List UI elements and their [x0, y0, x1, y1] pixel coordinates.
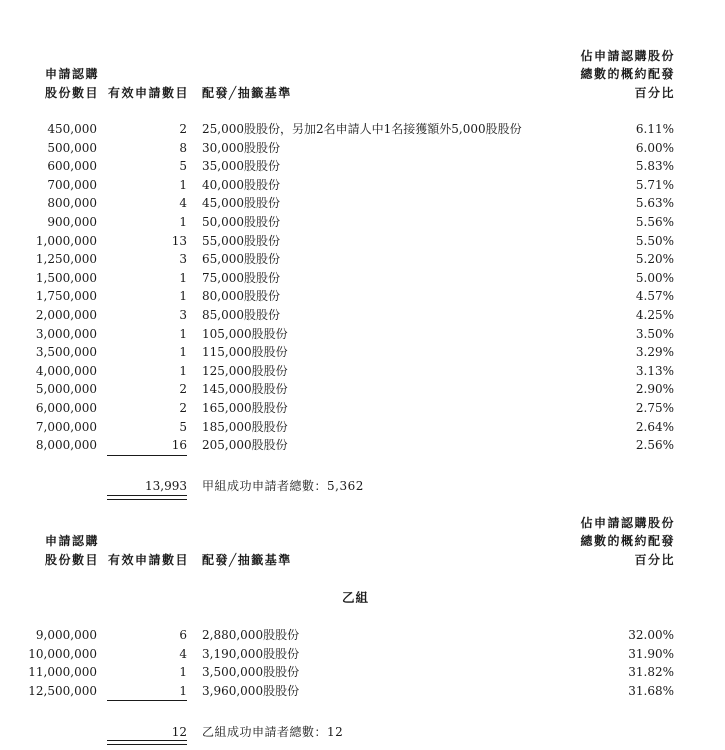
apps-cell: 2 — [179, 382, 187, 397]
shares-cell: 9,000,000 — [35, 628, 97, 642]
table-row — [0, 362, 725, 381]
apps-cell: 4 — [179, 196, 187, 211]
group-b-title: 乙組 — [342, 590, 370, 605]
group-b-subtotal-rule — [107, 700, 187, 701]
basis-cell: 85,000股股份 — [202, 307, 280, 322]
basis-cell: 30,000股股份 — [202, 140, 280, 155]
pct-cell: 5.56% — [635, 214, 674, 229]
shares-cell: 3,500,000 — [35, 345, 97, 360]
basis-cell: 65,000股股份 — [202, 252, 280, 267]
apps-cell: 1 — [179, 214, 187, 229]
apps-cell: 4 — [179, 646, 187, 661]
basis-cell: 145,000股股份 — [202, 382, 288, 397]
shares-cell: 700,000 — [47, 177, 97, 192]
basis-cell: 3,190,000股股份 — [202, 646, 300, 661]
basis-cell: 35,000股股份 — [202, 159, 280, 174]
table-row — [0, 663, 725, 682]
table-row — [0, 250, 725, 269]
basis-cell: 3,500,000股股份 — [202, 665, 300, 680]
pct-cell: 6.00% — [635, 140, 674, 155]
shares-cell: 1,750,000 — [35, 289, 97, 304]
shares-cell: 4,000,000 — [35, 363, 97, 378]
pct-cell: 3.29% — [635, 345, 674, 360]
group-a-total-apps: 13,993 — [145, 479, 187, 493]
table-row — [0, 194, 725, 213]
shares-cell: 800,000 — [47, 196, 97, 211]
apps-cell: 5 — [179, 159, 187, 174]
pct-cell: 31.82% — [628, 665, 674, 680]
apps-cell: 8 — [179, 140, 187, 155]
pct-cell: 32.00% — [628, 628, 674, 642]
header-pct-a: 佔申請認購股份 總數的概約配發 百分比 — [580, 48, 675, 100]
shares-cell: 1,250,000 — [35, 252, 97, 267]
shares-cell: 1,000,000 — [35, 233, 97, 248]
basis-cell: 80,000股股份 — [202, 289, 280, 304]
group-a-total-double-rule — [107, 495, 187, 500]
basis-cell: 2,880,000股股份 — [202, 628, 300, 642]
shares-cell: 600,000 — [47, 159, 97, 174]
shares-cell: 6,000,000 — [35, 400, 97, 415]
pct-cell: 2.90% — [635, 382, 674, 397]
group-a-total-text: 甲組成功申請者總數：5,362 — [202, 479, 364, 493]
group-a-table — [0, 120, 725, 455]
basis-cell: 50,000股股份 — [202, 214, 280, 229]
shares-cell: 12,500,000 — [28, 683, 97, 698]
table-row — [0, 306, 725, 325]
table-row — [0, 399, 725, 418]
shares-cell: 2,000,000 — [35, 307, 97, 322]
shares-cell: 1,500,000 — [35, 270, 97, 285]
pct-cell: 5.00% — [635, 270, 674, 285]
table-row — [0, 232, 725, 251]
basis-cell: 185,000股股份 — [202, 419, 288, 434]
header-pct-b: 佔申請認購股份 總數的概約配發 百分比 — [580, 515, 675, 567]
shares-cell: 8,000,000 — [35, 438, 97, 453]
table-row — [0, 645, 725, 664]
basis-cell: 75,000股股份 — [202, 270, 280, 285]
shares-cell: 11,000,000 — [28, 665, 97, 680]
table-row — [0, 343, 725, 362]
pct-cell: 5.83% — [635, 159, 674, 174]
header-basis-a: 配發╱抽籤基準 — [202, 85, 292, 100]
table-row — [0, 287, 725, 306]
apps-cell: 1 — [179, 177, 187, 192]
basis-cell: 3,960,000股股份 — [202, 683, 300, 698]
pct-cell: 3.13% — [635, 363, 674, 378]
pct-cell: 3.50% — [635, 326, 674, 341]
pct-cell: 4.57% — [635, 289, 674, 304]
table-row — [0, 176, 725, 195]
pct-cell: 2.64% — [635, 419, 674, 434]
basis-cell: 55,000股股份 — [202, 233, 280, 248]
shares-cell: 3,000,000 — [35, 326, 97, 341]
apps-cell: 2 — [179, 122, 187, 136]
apps-cell: 1 — [179, 326, 187, 341]
apps-cell: 3 — [179, 307, 187, 322]
apps-cell: 2 — [179, 400, 187, 415]
group-b-total-apps: 12 — [171, 725, 187, 739]
basis-cell: 45,000股股份 — [202, 196, 280, 211]
basis-cell: 105,000股股份 — [202, 326, 288, 341]
pct-cell: 5.71% — [635, 177, 674, 192]
basis-cell: 125,000股股份 — [202, 363, 288, 378]
header-apps-b: 有效申請數目 — [108, 552, 190, 567]
apps-cell: 16 — [171, 438, 187, 453]
basis-cell: 165,000股股份 — [202, 400, 288, 415]
apps-cell: 13 — [171, 233, 187, 248]
apps-cell: 6 — [179, 628, 187, 642]
basis-cell: 115,000股股份 — [202, 345, 288, 360]
shares-cell: 500,000 — [47, 140, 97, 155]
shares-cell: 5,000,000 — [35, 382, 97, 397]
pct-cell: 31.90% — [628, 646, 674, 661]
header-basis-b: 配發╱抽籤基準 — [202, 552, 292, 567]
apps-cell: 1 — [179, 683, 187, 698]
pct-cell: 5.50% — [635, 233, 674, 248]
basis-cell: 25,000股股份，另加2名申請人中1名接獲額外5,000股股份 — [202, 122, 522, 136]
apps-cell: 5 — [179, 419, 187, 434]
table-row — [0, 157, 725, 176]
pct-cell: 31.68% — [628, 683, 674, 698]
apps-cell: 1 — [179, 363, 187, 378]
table-row — [0, 213, 725, 232]
pct-cell: 4.25% — [635, 307, 674, 322]
apps-cell: 1 — [179, 270, 187, 285]
table-row — [0, 436, 725, 455]
apps-cell: 1 — [179, 665, 187, 680]
group-b-total-double-rule — [107, 740, 187, 745]
table-row — [0, 682, 725, 701]
pct-cell: 5.20% — [635, 252, 674, 267]
shares-cell: 450,000 — [47, 122, 97, 136]
basis-cell: 205,000股股份 — [202, 438, 288, 453]
apps-cell: 1 — [179, 289, 187, 304]
header-shares-b: 申請認購 股份數目 — [45, 534, 100, 567]
shares-cell: 900,000 — [47, 214, 97, 229]
header-shares-a: 申請認購 股份數目 — [45, 67, 100, 100]
table-row — [0, 418, 725, 437]
table-row — [0, 120, 725, 139]
table-row — [0, 626, 725, 645]
pct-cell: 2.75% — [635, 400, 674, 415]
pct-cell: 2.56% — [635, 438, 674, 453]
group-a-subtotal-rule — [107, 455, 187, 456]
table-row — [0, 269, 725, 288]
basis-cell: 40,000股股份 — [202, 177, 280, 192]
table-row — [0, 380, 725, 399]
shares-cell: 10,000,000 — [28, 646, 97, 661]
pct-cell: 6.11% — [635, 122, 674, 136]
group-b-table — [0, 626, 725, 700]
pct-cell: 5.63% — [635, 196, 674, 211]
table-row — [0, 139, 725, 158]
apps-cell: 3 — [179, 252, 187, 267]
shares-cell: 7,000,000 — [35, 419, 97, 434]
table-row — [0, 325, 725, 344]
group-b-total-text: 乙組成功申請者總數：12 — [202, 725, 344, 739]
apps-cell: 1 — [179, 345, 187, 360]
header-apps-a: 有效申請數目 — [108, 85, 190, 100]
